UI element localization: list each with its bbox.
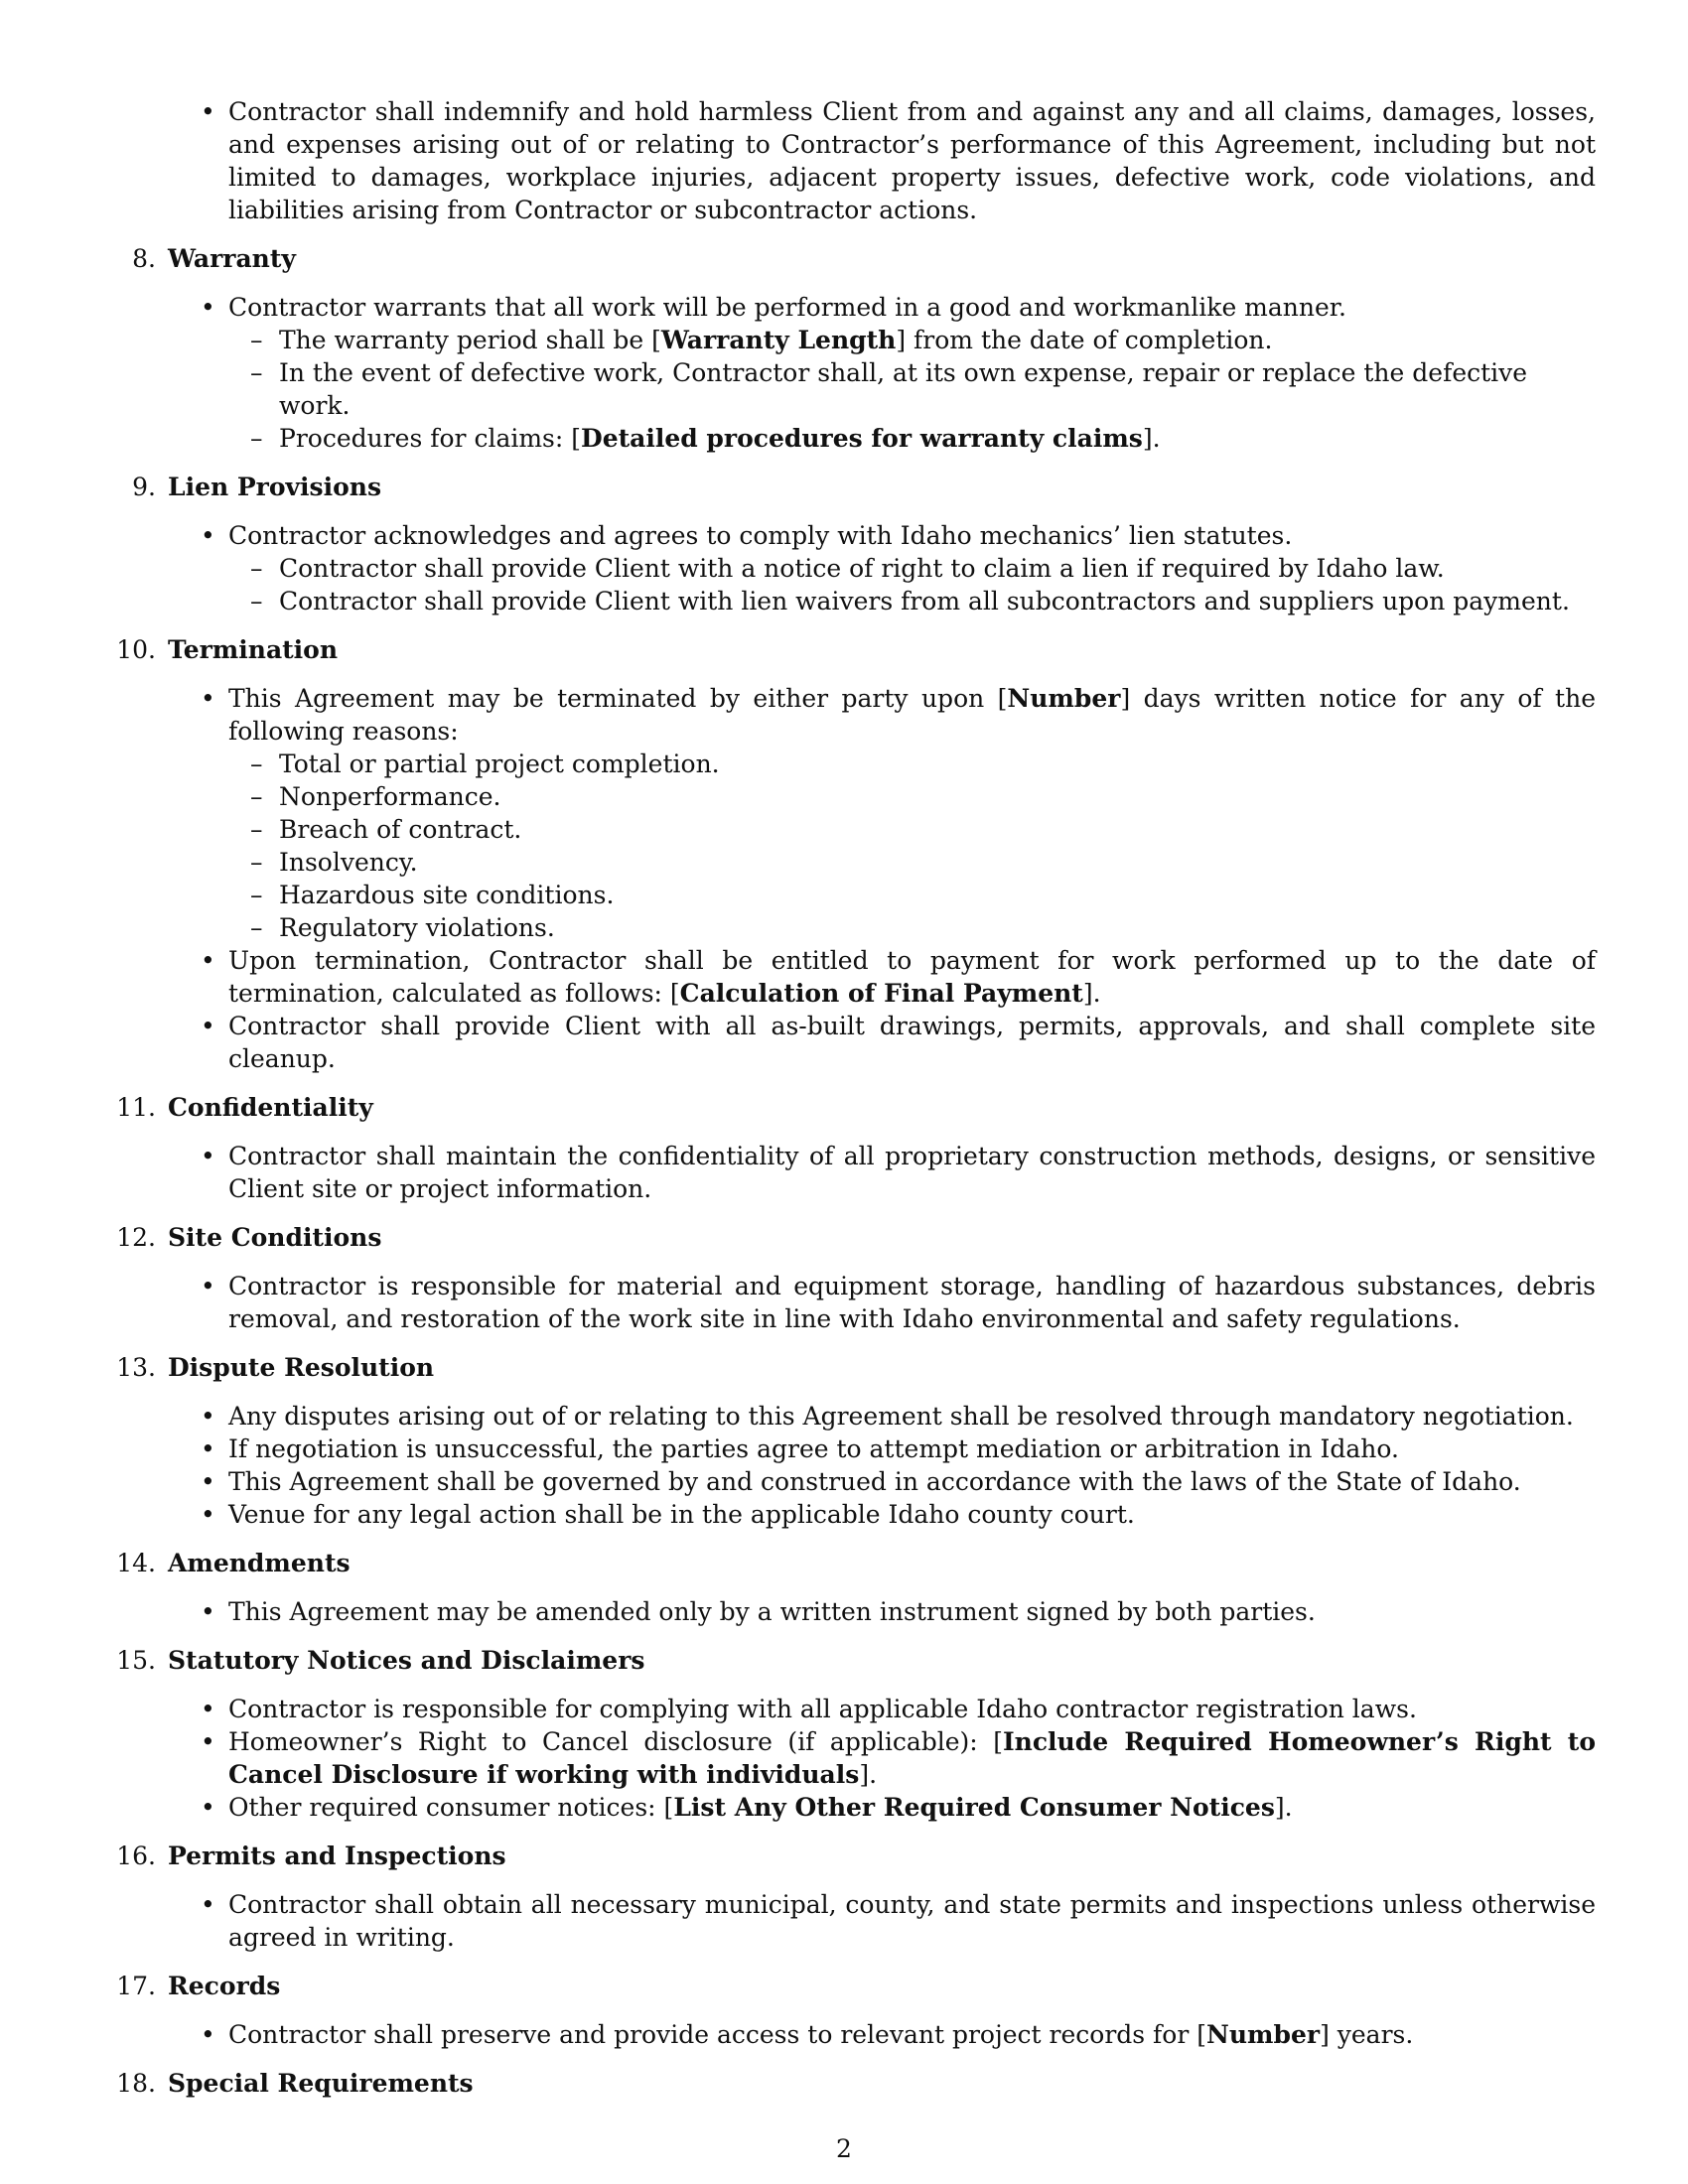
page-number: 2 [836,2134,852,2163]
intro-bullet-list [0,95,1688,226]
text-fragment: Insolvency. [279,848,418,877]
placeholder-field: Detailed procedures for warranty claims [581,424,1143,453]
text-fragment: Contractor is responsible for material and equipment storage, handling of hazardous substances, debris removal, and restoration of the work site in line with Idaho environmental and safety regulations. [228,1272,1596,1333]
section-bullet-list [0,291,1688,455]
bullet-item [0,1400,1688,1433]
text-fragment: Venue for any legal action shall be in the applicable Idaho county court. [228,1500,1135,1529]
contract-section [0,1970,1688,2051]
section-number: 14. [116,1549,156,1577]
text-fragment: ]. [1082,979,1101,1008]
bullet-item [0,519,1688,552]
section-bullet-list [0,682,1688,1075]
section-heading [0,2067,1688,2100]
sub-bullet-item [0,324,1688,356]
text-fragment: ] days written notice for any of the following reasons: [228,684,1596,746]
text-fragment: Contractor shall maintain the confidentiality of all proprietary construction methods, designs, or sensitive Client site or project information. [228,1142,1596,1203]
section-bullet-list [0,2018,1688,2051]
text-fragment: Other required consumer notices: [ [228,1793,674,1822]
bullet-item [0,1433,1688,1465]
text-fragment: Contractor warrants that all work will be performed in a good and workmanlike manner. [228,293,1346,322]
bullet-item [0,1595,1688,1628]
section-number: 9. [132,473,156,501]
bullet-item [0,95,1688,226]
section-number: 13. [116,1353,156,1382]
section-number: 8. [132,244,156,273]
placeholder-field: Calculation of Final Payment [679,979,1083,1008]
sub-bullet-item [0,813,1688,846]
section-title: Termination [168,635,339,664]
sub-bullet-item [0,846,1688,879]
sub-bullet-item [0,356,1688,422]
section-heading [0,633,1688,666]
bullet-item [0,1888,1688,1954]
placeholder-field: Number [1206,2020,1321,2049]
section-heading [0,1221,1688,1254]
placeholder-field: Include Required Homeowner’s Right to Cancel Disclosure if working with individuals [228,1727,1597,1789]
bullet-item [0,1010,1688,1075]
text-fragment: Contractor shall provide Client with a notice of right to claim a lien if required by Idaho law. [279,554,1445,583]
section-heading [0,1970,1688,2002]
sub-bullet-item [0,422,1688,455]
text-fragment: This Agreement may be terminated by either party upon [ [228,684,1008,713]
bullet-item [0,1498,1688,1531]
text-fragment: The warranty period shall be [ [279,326,661,354]
bullet-item [0,944,1688,1010]
section-heading [0,471,1688,503]
sub-bullet-item [0,552,1688,585]
contract-sections [0,242,1688,2100]
text-fragment: Contractor is responsible for complying with all applicable Idaho contractor registration laws. [228,1695,1417,1723]
text-fragment: This Agreement may be amended only by a written instrument signed by both parties. [228,1597,1316,1626]
section-number: 12. [116,1223,156,1252]
section-number: 17. [116,1972,156,2000]
section-bullet-list [0,1595,1688,1628]
section-heading [0,1644,1688,1677]
sub-bullet-item [0,585,1688,617]
placeholder-field: Number [1007,684,1121,713]
contract-section [0,1091,1688,1205]
sub-bullet-item [0,911,1688,944]
bullet-item [0,1140,1688,1205]
text-fragment: Homeowner’s Right to Cancel disclosure (if applicable): [ [228,1727,1003,1756]
section-bullet-list [0,1140,1688,1205]
contract-section [0,242,1688,455]
text-fragment: Contractor acknowledges and agrees to comply with Idaho mechanics’ lien statutes. [228,521,1293,550]
text-fragment: Procedures for claims: [ [279,424,582,453]
sub-bullet-item [0,748,1688,780]
text-fragment: Contractor shall obtain all necessary municipal, county, and state permits and inspections unless otherwise agreed in writing. [228,1890,1596,1952]
section-bullet-list [0,519,1688,617]
section-heading [0,1351,1688,1384]
text-fragment: Contractor shall provide Client with lien waivers from all subcontractors and suppliers upon payment. [279,587,1570,615]
section-number: 16. [116,1842,156,1870]
section-number: 15. [116,1646,156,1675]
section-number: 10. [116,635,156,664]
section-title: Lien Provisions [168,473,382,501]
text-fragment: Hazardous site conditions. [279,881,615,909]
section-title: Permits and Inspections [168,1842,506,1870]
text-fragment: ]. [1274,1793,1293,1822]
section-heading [0,1840,1688,1872]
section-title: Confidentiality [168,1093,373,1122]
contract-body [0,95,1688,2100]
contract-section [0,471,1688,617]
section-number: 11. [116,1093,156,1122]
section-heading [0,1091,1688,1124]
contract-section [0,1351,1688,1531]
bullet-item [0,1791,1688,1824]
bullet-item [0,1693,1688,1725]
text-fragment: ] years. [1320,2020,1414,2049]
section-bullet-list [0,1888,1688,1954]
text-fragment: Any disputes arising out of or relating to this Agreement shall be resolved through mandatory negotiation. [228,1402,1574,1431]
contract-section [0,1840,1688,1954]
placeholder-field: Warranty Length [660,326,897,354]
text-fragment: ] from the date of completion. [896,326,1273,354]
text-fragment: ]. [859,1760,878,1789]
section-title: Special Requirements [168,2069,474,2098]
sub-bullet-item [0,780,1688,813]
bullet-item [0,2018,1688,2051]
section-title: Records [168,1972,281,2000]
text-fragment: If negotiation is unsuccessful, the parties agree to attempt mediation or arbitration in Idaho. [228,1434,1399,1463]
text-fragment: Breach of contract. [279,815,522,844]
text-fragment: Contractor shall indemnify and hold harmless Client from and against any and all claims, damages, losses, and expenses arising out of or relating to Contractor’s performance of this Agreement, including but not limited to damages, workplace injuries, adjacent property issues, defective work, code violations, and liabilities arising from Contractor or subcontractor actions. [228,97,1596,224]
text-fragment: Regulatory violations. [279,913,555,942]
bullet-item [0,291,1688,324]
section-title: Amendments [168,1549,351,1577]
text-fragment: Upon termination, Contractor shall be entitled to payment for work performed up to the date of termination, calculated as follows: [ [228,946,1596,1008]
section-heading [0,242,1688,275]
contract-section [0,1547,1688,1628]
text-fragment: ]. [1142,424,1161,453]
bullet-item [0,1270,1688,1335]
section-title: Site Conditions [168,1223,382,1252]
text-fragment: Contractor shall preserve and provide access to relevant project records for [ [228,2020,1207,2049]
section-title: Dispute Resolution [168,1353,435,1382]
text-fragment: Nonperformance. [279,782,501,811]
text-fragment: In the event of defective work, Contractor shall, at its own expense, repair or replace the defective work. [279,358,1528,420]
placeholder-field: List Any Other Required Consumer Notices [673,1793,1275,1822]
contract-section [0,1221,1688,1335]
text-fragment: Total or partial project completion. [279,750,720,778]
contract-section [0,633,1688,1075]
contract-section [0,1644,1688,1824]
bullet-item [0,1465,1688,1498]
section-bullet-list [0,1270,1688,1335]
text-fragment: Contractor shall provide Client with all as-built drawings, permits, approvals, and shall complete site cleanup. [228,1012,1596,1073]
section-title: Warranty [168,244,296,273]
section-bullet-list [0,1693,1688,1824]
section-title: Statutory Notices and Disclaimers [168,1646,645,1675]
contract-section [0,2067,1688,2100]
section-number: 18. [116,2069,156,2098]
section-bullet-list [0,1400,1688,1531]
sub-bullet-item [0,879,1688,911]
text-fragment: This Agreement shall be governed by and construed in accordance with the laws of the State of Idaho. [228,1467,1521,1496]
bullet-item [0,1725,1688,1791]
bullet-item [0,682,1688,748]
section-heading [0,1547,1688,1579]
